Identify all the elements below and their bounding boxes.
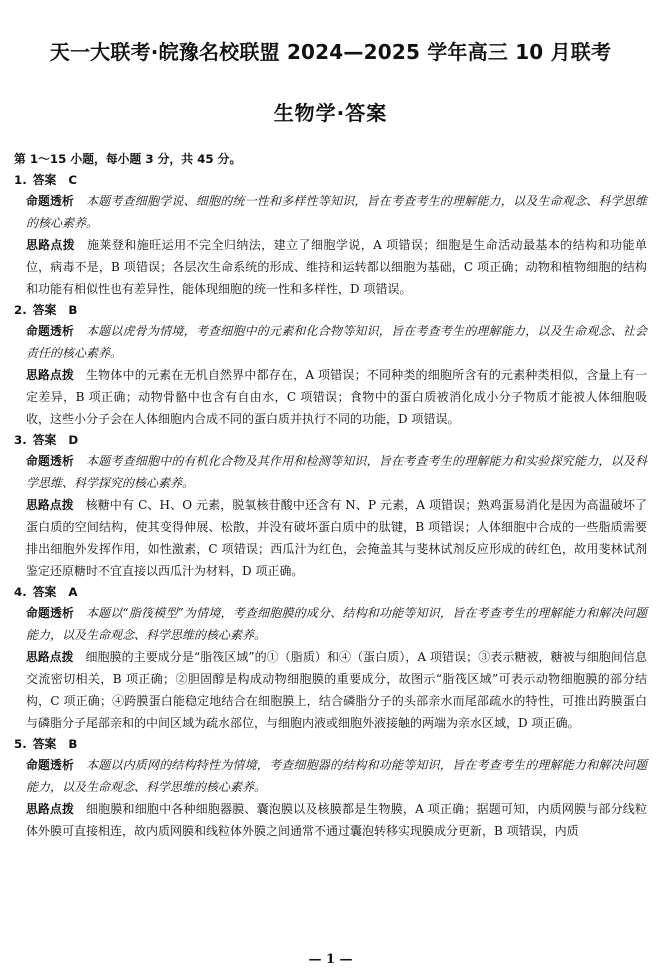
hint-label: 思路点拨 [26,368,74,382]
question-header [14,734,647,754]
question-4 [14,582,647,734]
answer-letter: D [68,433,79,447]
question-header [14,430,647,450]
question-header [14,582,647,602]
answer-prefix: 答案 [32,303,57,317]
analysis-label: 命题透析 [26,324,74,338]
answer-prefix: 答案 [32,433,57,447]
question-header [14,300,647,320]
question-2 [14,300,647,430]
answer-prefix: 答案 [32,737,57,751]
question-1 [14,170,647,300]
hint-label: 思路点拨 [26,802,74,816]
question-header [14,170,647,190]
hint-paragraph [14,494,647,582]
hint-label: 思路点拨 [26,498,74,512]
question-number: 1. [14,173,27,187]
analysis-paragraph [14,320,647,364]
answer-prefix: 答案 [32,173,57,187]
answer-content [14,149,647,842]
hint-text: 细胞膜和细胞中各种细胞器膜、囊泡膜以及核膜都是生物膜，A 项正确；据题可知，内质网膜与部分线粒体外膜可直接相连，故内质网膜和线粒体外膜之间通常不通过囊泡转移实现膜成分更新，B 项错误，内质 [26,802,647,838]
analysis-label: 命题透析 [26,606,74,620]
analysis-label: 命题透析 [26,454,74,468]
hint-text: 核糖中有 C、H、O 元素，脱氧核苷酸中还含有 N、P 元素，A 项错误；熟鸡蛋易消化是因为高温破坏了蛋白质的空间结构，使其变得伸展、松散，并没有破坏蛋白质中的肽键，B 项错误；人体细胞中合成的一些脂质需要排出细胞外发挥作用，如性激素，C 项错误；西瓜汁为红色，会掩盖其与斐林试剂反应形成的砖红色，故用斐林试剂鉴定还原糖时不宜直接以西瓜汁为材料，D 项正确。 [26,498,647,578]
hint-label: 思路点拨 [26,650,74,664]
analysis-paragraph [14,602,647,646]
answer-letter: C [68,173,77,187]
page-title: 天一大联考·皖豫名校联盟 2024—2025 学年高三 10 月联考 [49,40,612,64]
analysis-text: 本题以内质网的结构特性为情境，考查细胞器的结构和功能等知识，旨在考查考生的理解能力和解决问题能力，以及生命观念、科学思维的核心素养。 [26,758,647,794]
hint-paragraph [14,364,647,430]
hint-text: 施莱登和施旺运用不完全归纳法，建立了细胞学说，A 项错误；细胞是生命活动最基本的结构和功能单位，病毒不是，B 项错误；各层次生命系统的形成、维持和运转都以细胞为基础，C 项正确；动物和植物细胞的结构和功能有相似性也有差异性，能体现细胞的统一性和多样性，D 项错误。 [26,238,647,296]
analysis-paragraph [14,190,647,234]
page-subtitle: 生物学·答案 [273,101,388,125]
section-note: 第 1～15 小题，每小题 3 分，共 45 分。 [14,152,242,166]
page-number: — 1 — [308,952,353,967]
hint-label: 思路点拨 [26,238,75,252]
question-number: 5. [14,737,27,751]
analysis-paragraph [14,754,647,798]
analysis-text: 本题考查细胞学说、细胞的统一性和多样性等知识，旨在考查考生的理解能力，以及生命观念、科学思维的核心素养。 [26,194,647,230]
analysis-label: 命题透析 [26,758,74,772]
answer-letter: A [68,585,78,599]
hint-paragraph [14,646,647,734]
question-number: 3. [14,433,27,447]
hint-paragraph [14,234,647,300]
answer-letter: B [68,303,78,317]
analysis-text: 本题考查细胞中的有机化合物及其作用和检测等知识，旨在考查考生的理解能力和实验探究能力，以及科学思维、科学探究的核心素养。 [26,454,647,490]
question-number: 4. [14,585,27,599]
analysis-text: 本题以虎骨为情境，考查细胞中的元素和化合物等知识，旨在考查考生的理解能力，以及生命观念、社会责任的核心素养。 [26,324,647,360]
answer-prefix: 答案 [32,585,57,599]
question-number: 2. [14,303,27,317]
hint-text: 细胞膜的主要成分是“脂筏区域”的①（脂质）和④（蛋白质），A 项错误；③表示糖被，糖被与细胞间信息交流密切相关，B 项正确；②胆固醇是构成动物细胞膜的重要成分，故图示“脂筏区域”可表示动物细胞膜的部分结构，C 项正确；④跨膜蛋白能稳定地结合在细胞膜上，结合磷脂分子的头部亲水而尾部疏水的特性，可推出跨膜蛋白与磷脂分子尾部亲和的中间区域为疏水部位，与细胞内液或细胞外液接触的两端为亲水区域，D 项正确。 [26,650,647,730]
analysis-paragraph [14,450,647,494]
analysis-text: 本题以“脂筏模型”为情境，考查细胞膜的成分、结构和功能等知识，旨在考查考生的理解能力和解决问题能力，以及生命观念、科学思维的核心素养。 [26,606,647,642]
hint-text: 生物体中的元素在无机自然界中都存在，A 项错误；不同种类的细胞所含有的元素种类相似，含量上有一定差异，B 项正确；动物骨骼中也含有自由水，C 项错误；食物中的蛋白质被消化成小分子物质才能被人体细胞吸收，这些小分子会在人体细胞内合成不同的蛋白质并执行不同的功能，D 项错误。 [26,368,647,426]
answer-letter: B [68,737,78,751]
question-5 [14,734,647,842]
hint-paragraph [14,798,647,842]
question-3 [14,430,647,582]
analysis-label: 命题透析 [26,194,74,208]
